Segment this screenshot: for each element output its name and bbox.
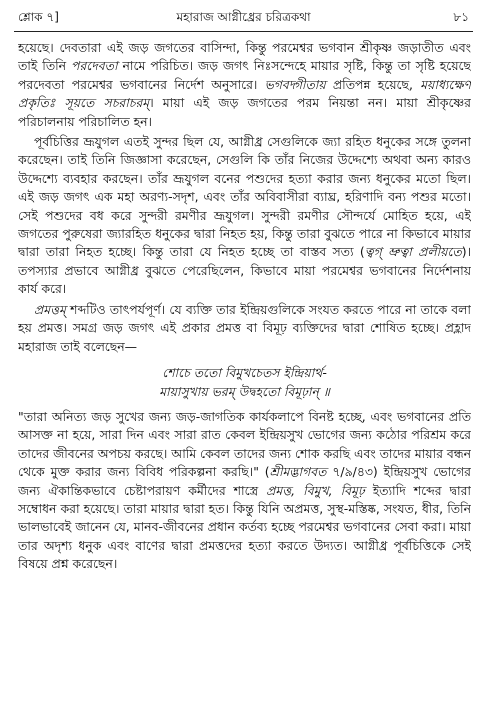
text-run: নামে পরিচিত। জড় জগৎ নিঃসন্দেহে মায়ার সৃষ্টি, কিন্তু তা সৃষ্টি হয়েছে পরদেবতা পরমেশ্বর ভগবানের নির্দেশ অনুসারে। [18, 58, 471, 92]
paragraph [18, 133, 471, 299]
italic-term: ভগবদ্গীতায় [264, 76, 326, 92]
paragraph [18, 301, 471, 356]
page-number: ৮১ [453, 10, 469, 24]
running-header [14, 6, 473, 28]
verse-line: মায়াসুখায় ভরম্ উদ্বহতো বিমূঢ়ান্ ॥ [159, 383, 330, 399]
page-body [18, 39, 471, 713]
text-run: ইত্যাদি শব্দের দ্বারা সম্বোধন করা হয়েছে। তারা মায়ার দ্বারা হত। কিন্তু যিনি অপ্রমত্ত, সুস্থ-মস্তিষ্ক, সংযত, ধীর, তিনি ভালভাবেই জানেন যে, মানব-জীবনের প্রধান কর্তব্য হচ্ছে পরমেশ্বর ভগবানের সেবা করা। মায়া তার অদৃশ্য ধনুক এবং বাণের দ্বারা প্রমত্তদের হত্যা করতে উদ্যত। আগ্নীধ্র পূর্বচিত্তিকে সেই বিষয়ে প্রশ্ন করেছেন। [18, 482, 471, 572]
text-run: ৭/৯/৪৩) ইন্দ্রিয়সুখ ভোগের জন্য ঐকান্তিকভাবে চেষ্টাপরায়ণ কর্মীদের শাস্ত্রে [18, 464, 471, 498]
italic-term: ময়াধ্যক্ষেণ প্রকৃতিঃ সূয়তে সচরাচরম্ [18, 76, 471, 111]
italic-term: ত্বগ্ ভ্রুত্বা প্রলীয়তে [364, 244, 462, 260]
text-run: হয়েছে। দেবতারা এই জড় জগতের বাসিন্দা, কিন্তু পরমেশ্বর ভগবান শ্রীকৃষ্ণ জড়াতীত এবং তাই তিনি [18, 40, 471, 74]
italic-term: শ্রীমদ্ভাগবত [269, 464, 327, 480]
verse-reference: শ্লোক ৭] [18, 10, 59, 24]
chapter-title: মহারাজ আগ্নীধ্রের চরিত্রকথা [176, 10, 311, 24]
text-run: )। তপস্যার প্রভাবে আগ্নীধ্র বুঝতে পেরেছিলেন, কিভাবে মায়া পরমেশ্বর ভগবানের নির্দেশনায় কার্য করে। [18, 244, 471, 297]
text-run: শব্দটিও তাৎপর্যপূর্ণ। যে ব্যক্তি তার ইন্দ্রিয়গুলিকে সংযত করতে পারে না তাকে বলা হয় প্রমত্ত। সমগ্র জড় জগৎ এই প্রকার প্রমত্ত বা বিমূঢ় ব্যক্তিদের দ্বারা শোষিত হচ্ছে। প্রহ্লাদ মহারাজ তাই বলেছেন— [18, 301, 471, 354]
quoted-verse [18, 363, 471, 401]
italic-term: প্রমত্তম্ [34, 301, 66, 317]
italic-term: প্রমত্ত, বিমুখ, বিমূঢ় [266, 482, 365, 498]
text-run: "তারা অনিত্য জড় সুখের জন্য জড়-জাগতিক কার্যকলাপে বিনষ্ট হচ্ছে, এবং ভগবানের প্রতি আসক্ত না হয়ে, সারা দিন এবং সারা রাত কেবল ইন্দ্রিয়সুখ ভোগের জন্য কঠোর পরিশ্রম করে তাদের জীবনের অপচয় করছে। আমি কেবল তাদের জন্য শোক করছি এবং তাদের মায়ার বন্ধন থেকে মুক্ত করার জন্য বিবিধ পরিকল্পনা করছি।" ( [18, 408, 471, 480]
paragraph [18, 39, 471, 131]
purport-text [18, 39, 471, 356]
text-run: প্রতিপন্ন হয়েছে, [325, 76, 421, 92]
italic-term: পরদেবতা [71, 58, 118, 74]
text-run: । মায়া এই জড় জগতের পরম নিয়ন্তা নন। মায়া শ্রীকৃষ্ণের পরিচালনায় পরিচালিত হন। [18, 95, 471, 129]
header-divider [14, 31, 473, 32]
purport-text-continued [18, 408, 471, 574]
verse-line: শোচে ততো বিমুখচেতস ইন্দ্রিয়ার্থ- [162, 364, 327, 380]
paragraph [18, 408, 471, 574]
text-run: পূর্বচিত্তির ভ্রূযুগল এতই সুন্দর ছিল যে, আগ্নীধ্র সেগুলিকে জ্যা রহিত ধনুকের সঙ্গে তুলনা করেছেন। তাই তিনি জিজ্ঞাসা করেছেন, সেগুলি কি তাঁর নিজের উদ্দেশ্যে অথবা অন্য কারও উদ্দেশ্যে ব্যবহার করছেন। তাঁর ভ্রূযুগল বনের পশুদের হত্যা করার জন্য ধনুকের মতো ছিল। এই জড় জগৎ এক মহা অরণ্য-সদৃশ, এবং তাঁর অবিবাসীরা ব্যাঘ্র, হরিণাদি বন্য পশুর মতো। সেই পশুদের বধ করে সুন্দরী রমণীর ভ্রূযুগল। সুন্দরী রমণীর সৌন্দর্যে মোহিত হয়ে, এই জগতের পুরুষেরা জ্যারহিত ধনুকের দ্বারা নিহত হয়, কিন্তু তারা বুঝতে পারে না কিভাবে মায়ার দ্বারা তারা নিহত হচ্ছে। কিন্তু তারা যে নিহত হচ্ছে তা বাস্তব সত্য ( [18, 134, 471, 260]
